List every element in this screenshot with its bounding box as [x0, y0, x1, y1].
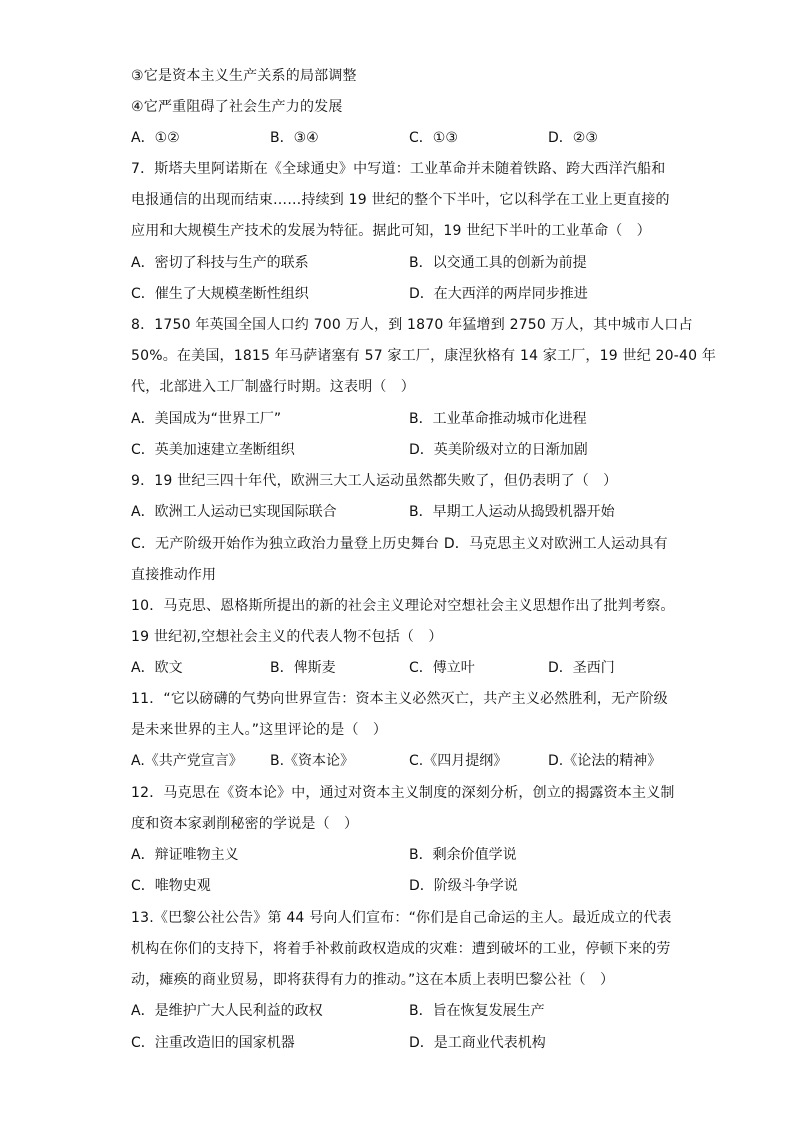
- q7-stem-line: 应用和大规模生产技术的发展为特征。据此可知，19 世纪下半叶的工业革命（ ）: [131, 223, 651, 239]
- q10-option-b: B．俾斯麦: [270, 660, 336, 676]
- q10-stem-line: 10．马克思、恩格斯所提出的新的社会主义理论对空想社会主义思想作出了批判考察。: [131, 598, 675, 614]
- q13-stem-line: 机构在你们的支持下，将着手补救前政权造成的灾难：遭到破坏的工业，停顿下来的劳: [131, 941, 671, 957]
- q12-stem-line: 度和资本家剥削秘密的学说是（ ）: [131, 816, 359, 832]
- q12-option-a: A．辩证唯物主义: [131, 847, 239, 863]
- q11-option-b: B.《资本论》: [270, 753, 355, 769]
- q6-option-a: A．①②: [131, 130, 180, 146]
- q13-option-a: A．是维护广大人民利益的政权: [131, 1003, 323, 1019]
- q7-option-a: A．密切了科技与生产的联系: [131, 255, 309, 271]
- q12-option-d: D．阶级斗争学说: [409, 878, 518, 894]
- q12-stem-line: 12．马克思在《资本论》中，通过对资本主义制度的深刻分析，创立的揭露资本主义制: [131, 785, 675, 801]
- q8-option-b: B．工业革命推动城市化进程: [409, 411, 587, 427]
- q11-stem-line: 是未来世界的主人。”这里评论的是（ ）: [131, 722, 388, 738]
- q8-stem-line: 8．1750 年英国全国人口约 700 万人，到 1870 年猛增到 2750 万人，其中城市人口占: [131, 317, 693, 333]
- q9-option-b: B．早期工人运动从捣毁机器开始: [409, 504, 615, 520]
- q8-option-c: C．英美加速建立垄断组织: [131, 442, 295, 458]
- q7-stem-line: 7．斯塔夫里阿诺斯在《全球通史》中写道：工业革命并未随着铁路、跨大西洋汽船和: [131, 161, 666, 177]
- q9-option-d-cont: 直接推动作用: [131, 567, 217, 583]
- q6-option-c: C．①③: [409, 130, 458, 146]
- q12-option-b: B．剩余价值学说: [409, 847, 517, 863]
- q13-option-d: D．是工商业代表机构: [409, 1035, 546, 1051]
- q7-option-c: C．催生了大规模垄断性组织: [131, 286, 309, 302]
- q9-stem-line: 9．19 世纪三四十年代，欧洲三大工人运动虽然都失败了，但仍表明了（ ）: [131, 473, 618, 489]
- q8-option-d: D．英美阶级对立的日渐加剧: [409, 442, 588, 458]
- q6-option-b: B．③④: [270, 130, 319, 146]
- q7-option-b: B．以交通工具的创新为前提: [409, 255, 587, 271]
- q7-stem-line: 电报通信的出现而结束……持续到 19 世纪的整个下半叶，它以科学在工业上更直接的: [131, 192, 670, 208]
- q9-option-cd-line: C．无产阶级开始作为独立政治力量登上历史舞台 D．马克思主义对欧洲工人运动具有: [131, 536, 668, 552]
- q10-option-d: D．圣西门: [548, 660, 615, 676]
- q12-option-c: C．唯物史观: [131, 878, 211, 894]
- q11-option-c: C.《四月提纲》: [409, 753, 508, 769]
- q8-stem-line: 代，北部进入工厂制盛行时期。这表明（ ）: [131, 379, 415, 395]
- q11-option-d: D.《论法的精神》: [548, 753, 662, 769]
- q13-option-c: C．注重改造旧的国家机器: [131, 1035, 295, 1051]
- q10-option-c: C．傅立叶: [409, 660, 475, 676]
- q8-stem-line: 50%。在美国，1815 年马萨诸塞有 57 家工厂，康涅狄格有 14 家工厂，19 世纪 20-40 年: [131, 348, 717, 364]
- q10-stem-line: 19 世纪初,空想社会主义的代表人物不包括（ ）: [131, 629, 443, 645]
- q13-stem-line: 动，瘫痪的商业贸易，即将获得有力的推动。”这在本质上表明巴黎公社（ ）: [131, 972, 615, 988]
- q8-option-a: A．美国成为“世界工厂”: [131, 411, 282, 427]
- q6-option-d: D．②③: [548, 130, 598, 146]
- q10-option-a: A．欧文: [131, 660, 183, 676]
- q13-option-b: B．旨在恢复发展生产: [409, 1003, 545, 1019]
- q11-option-a: A.《共产党宣言》: [131, 753, 243, 769]
- q9-option-a: A．欧洲工人运动已实现国际联合: [131, 504, 337, 520]
- q13-stem-line: 13.《巴黎公社公告》第 44 号向人们宣布：“你们是自己命运的主人。最近成立的代表: [131, 910, 672, 926]
- statement-4: ④它严重阻碍了社会生产力的发展: [131, 99, 343, 115]
- q7-option-d: D．在大西洋的两岸同步推进: [409, 286, 588, 302]
- q11-stem-line: 11．“它以磅礴的气势向世界宣告：资本主义必然灭亡，共产主义必然胜利，无产阶级: [131, 691, 668, 707]
- statement-3: ③它是资本主义生产关系的局部调整: [131, 68, 357, 84]
